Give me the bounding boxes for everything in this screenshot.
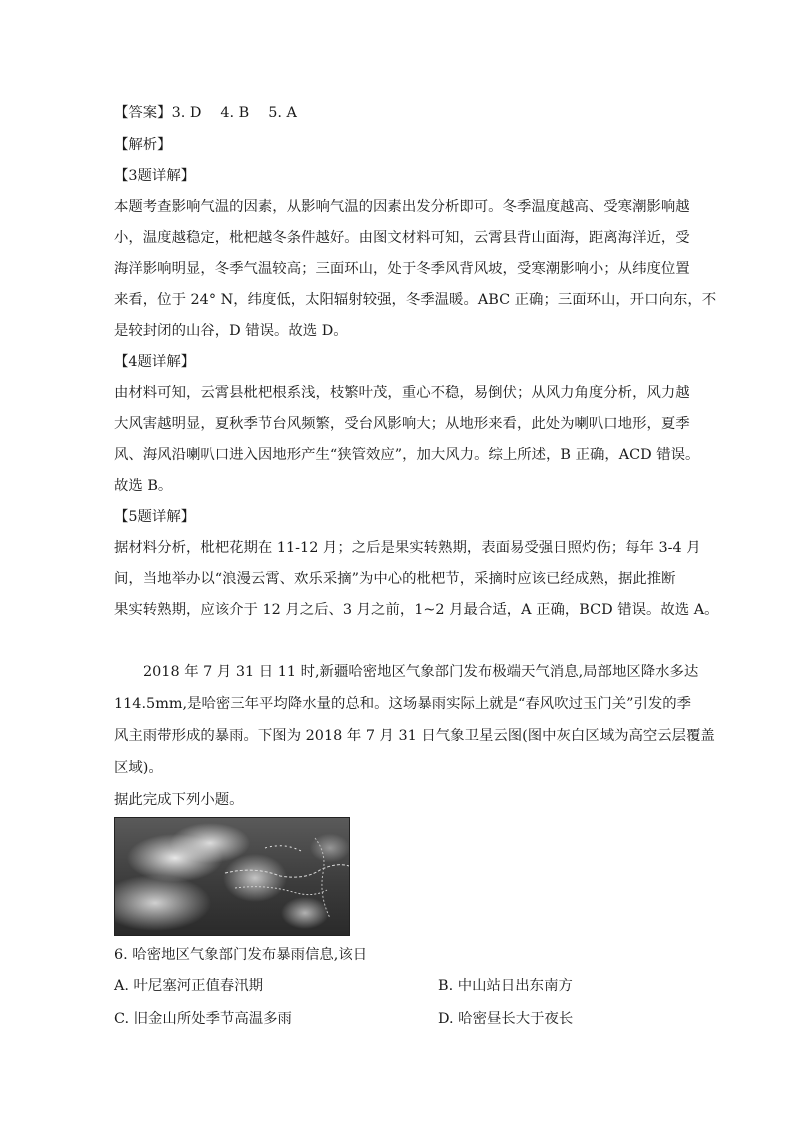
passage-line: 2018 年 7 月 31 日 11 时,新疆哈密地区气象部门发布极端天气消息,局部地区降水多达: [143, 664, 699, 680]
q3-line: 是较封闭的山谷，D 错误。故选 D。: [114, 323, 348, 339]
question-6-stem: 6. 哈密地区气象部门发布暴雨信息,该日: [114, 947, 368, 963]
q4-line: 故选 B。: [114, 478, 173, 494]
q3-heading: 【3题详解】: [114, 168, 196, 184]
q3-line: 海洋影响明显，冬季气温较高；三面环山，处于冬季风背风坡，受寒潮影响小；从纬度位置: [114, 261, 690, 277]
q4-line: 大风害越明显，夏秋季节台风频繁，受台风影响大；从地形来看，此处为喇叭口地形，夏季: [114, 416, 690, 432]
q3-line: 来看，位于 24° N，纬度低，太阳辐射较强，冬季温暖。ABC 正确；三面环山，开口向东，不: [114, 292, 717, 308]
option-b[interactable]: B. 中山站日出东南方: [438, 978, 573, 994]
answer-line: 【答案】3. D 4. B 5. A: [114, 105, 297, 121]
analysis-heading: 【解析】: [114, 137, 172, 153]
option-c[interactable]: C. 旧金山所处季节高温多雨: [114, 1011, 292, 1027]
passage-line: 区域)。: [114, 760, 163, 776]
q3-line: 本题考查影响气温的因素，从影响气温的因素出发分析即可。冬季温度越高、受寒潮影响越: [114, 199, 690, 215]
q5-line: 果实转熟期，应该介于 12 月之后、3 月之前，1~2 月最合适，A 正确，BCD 错误。故选 A。: [114, 602, 719, 618]
q5-line: 据材料分析，枇杷花期在 11-12 月；之后是果实转熟期，表面易受强日照灼伤；每年 3-4 月: [114, 540, 701, 556]
option-a[interactable]: A. 叶尼塞河正值春汛期: [114, 978, 264, 994]
passage-line: 114.5mm,是哈密三年平均降水量的总和。这场暴雨实际上就是“春风吹过玉门关”引发的季: [114, 696, 692, 712]
q5-heading: 【5题详解】: [114, 509, 196, 525]
q5-line: 间，当地举办以“浪漫云霄、欢乐采摘”为中心的枇杷节，采摘时应该已经成熟，据此推断: [114, 571, 676, 587]
satellite-overlay: [115, 818, 349, 935]
satellite-cloud-image: [114, 817, 350, 936]
q4-line: 风、海风沿喇叭口进入因地形产生“狭管效应”，加大风力。综上所述，B 正确，ACD 错误。: [114, 447, 700, 463]
q4-line: 由材料可知，云霄县枇杷根系浅，枝繁叶茂，重心不稳，易倒伏；从风力角度分析，风力越: [114, 385, 690, 401]
passage-instruction: 据此完成下列小题。: [114, 792, 244, 808]
passage-line: 风主雨带形成的暴雨。下图为 2018 年 7 月 31 日气象卫星云图(图中灰白区域为高空云层覆盖: [114, 728, 715, 744]
q4-heading: 【4题详解】: [114, 354, 196, 370]
option-d[interactable]: D. 哈密昼长大于夜长: [438, 1011, 574, 1027]
q3-line: 小，温度越稳定，枇杷越冬条件越好。由图文材料可知，云霄县背山面海，距离海洋近，受: [114, 230, 690, 246]
